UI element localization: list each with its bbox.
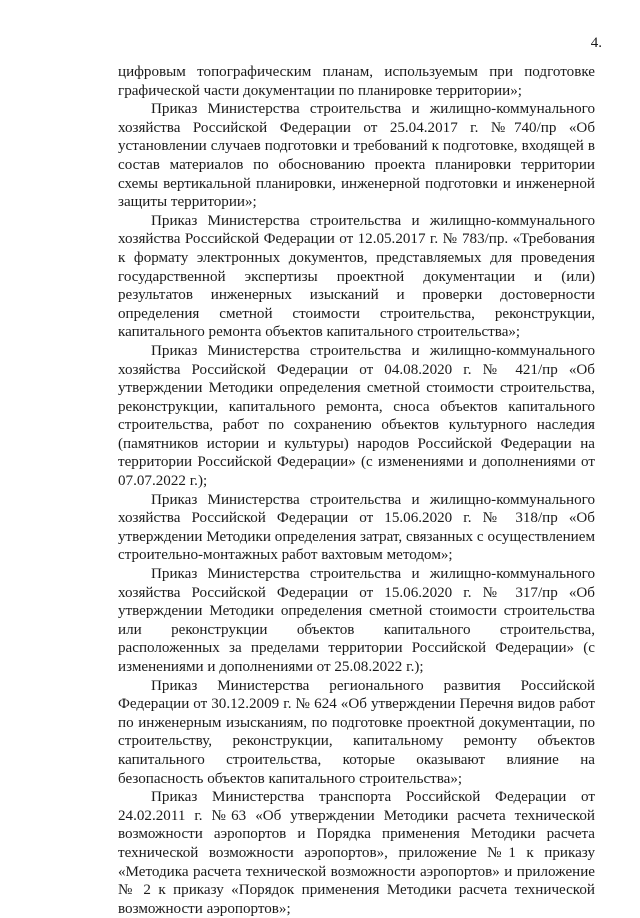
paragraph-order-624: Приказ Министерства регионального развития Российской Федерации от 30.12.2009 г. № 624 «Об утверждении Перечня видов работ по инженерным изысканиям, по подготовке проектной документации, по строительству, реконструкции, капитальному ремонту объектов капитального строительства, которые оказывают влияние на безопасность объектов капитального строительства»; <box>118 677 595 787</box>
paragraph-order-421: Приказ Министерства строительства и жилищно-коммунального хозяйства Российской Федерации от 04.08.2020 г. № 421/пр «Об утверждении Методики определения сметной стоимости строительства, реконструкции, капитального ремонта, сноса объектов капитального строительства, работ по сохранению объектов культурного наследия (памятников истории и культуры) народов Российской Федерации на территории Российской Федерации» (с изменениями и дополнениями от 07.07.2022 г.); <box>118 342 595 490</box>
paragraph-order-317: Приказ Министерства строительства и жилищно-коммунального хозяйства Российской Федерации от 15.06.2020 г. № 317/пр «Об утверждении Методики определения сметной стоимости строительства или реконструкции объектов капитального строительства, расположенных за пределами территории Российской Федерации» (с изменениями и дополнениями от 25.08.2022 г.); <box>118 566 595 675</box>
paragraph-order-318: Приказ Министерства строительства и жилищно-коммунального хозяйства Российской Федерации от 15.06.2020 г. № 318/пр «Об утверждении Методики определения затрат, связанных с осуществлением строительно-монтажных работ вахтовым методом»; <box>118 491 595 564</box>
paragraph-order-63: Приказ Министерства транспорта Российской Федерации от 24.02.2011 г. №63 «Об утверждении Методики расчета технической возможности аэропортов и Порядка применения Методики расчета технической возможности аэропортов», приложение №1 к приказу «Методика расчета технической возможности аэропортов» и приложение № 2 к приказу «Порядок применения Методики расчета технической возможности аэропортов»; <box>118 789 595 917</box>
paragraph-continuation: цифровым топографическим планам, используемым при подготовке графической части документации по планировке территории»; <box>118 64 595 99</box>
paragraph-order-783: Приказ Министерства строительства и жилищно-коммунального хозяйства Российской Федерации от 12.05.2017 г. № 783/пр. «Требования к формату электронных документов, представляемых для проведения государственной экспертизы проектной документации и (или) результатов инженерных изысканий и проверки достоверности определения сметной стоимости строительства, реконструкции, капитального ремонта объектов капитального строительства»; <box>118 212 595 341</box>
page-number: 4. <box>590 35 602 51</box>
document-body <box>118 63 595 918</box>
paragraph-order-740: Приказ Министерства строительства и жилищно-коммунального хозяйства Российской Федерации от 25.04.2017 г. №740/пр «Об установлении случаев подготовки и требований к подготовке, входящей в состав материалов по обоснованию проекта планировки территории схемы вертикальной планировки, инженерной подготовки и инженерной защиты территории»; <box>118 101 595 211</box>
